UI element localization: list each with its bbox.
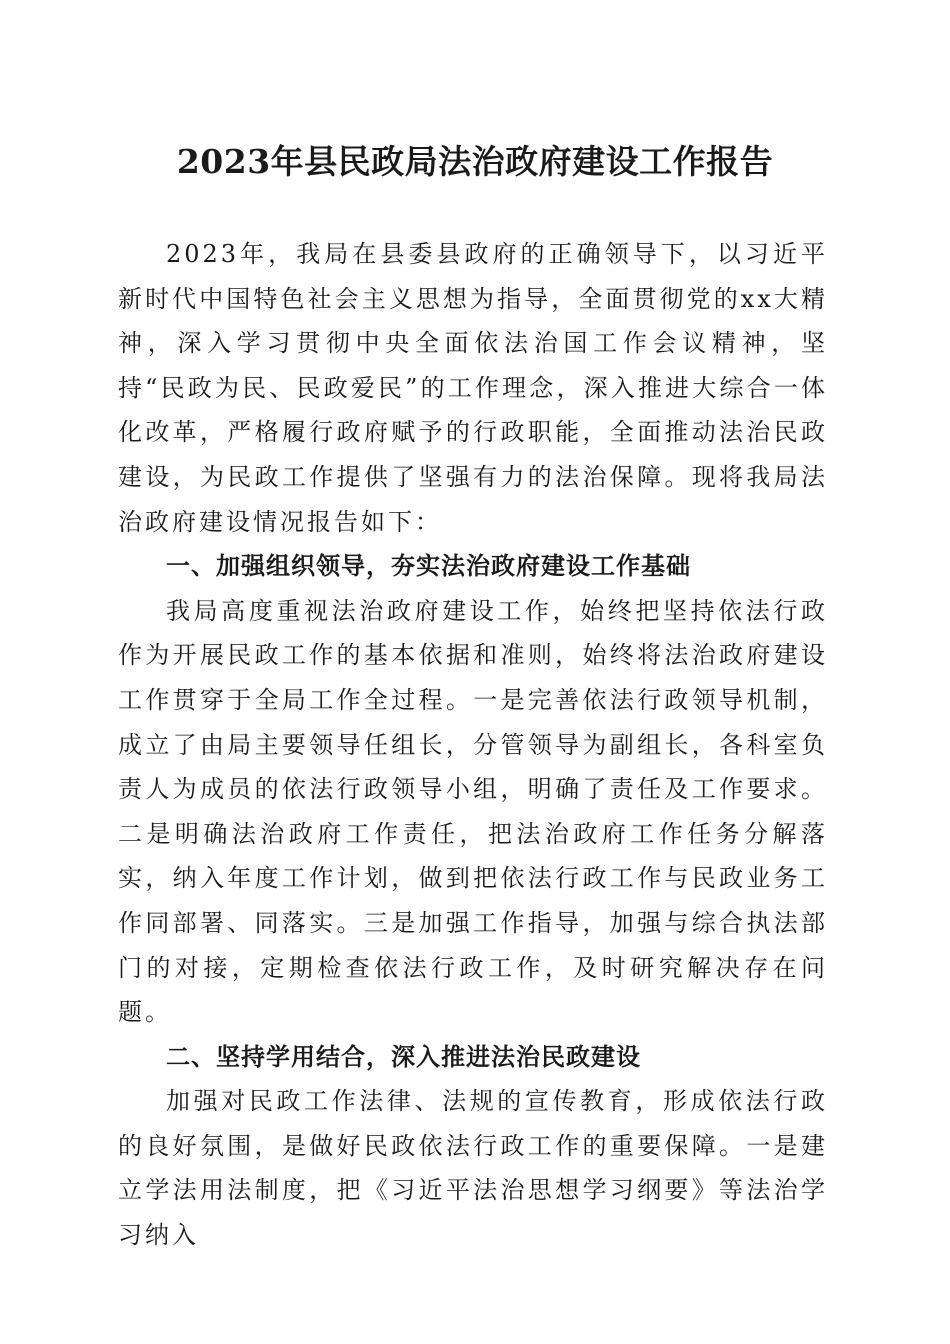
- document-body: [118, 232, 828, 1258]
- section-paragraph-2: 加强对民政工作法律、法规的宣传教育，形成依法行政的良好氛围，是做好民政依法行政工作的重要保障。一是建立学法用法制度，把《习近平法治思想学习纲要》等法治学习纳入: [118, 1087, 828, 1250]
- section-paragraph-1: 我局高度重视法治政府建设工作，始终把坚持依法行政作为开展民政工作的基本依据和准则，始终将法治政府建设工作贯穿于全局工作全过程。一是完善依法行政领导机制，成立了由局主要领导任组长，分管领导为副组长，各科室负责人为成员的依法行政领导小组，明确了责任及工作要求。二是明确法治政府工作责任，把法治政府工作任务分解落实，纳入年度工作计划，做到把依法行政工作与民政业务工作同部署、同落实。三是加强工作指导，加强与综合执法部门的对接，定期检查依法行政工作，及时研究解决存在问题。: [118, 596, 828, 1027]
- section-heading-2: 二、坚持学用结合，深入推进法治民政建设: [166, 1042, 641, 1071]
- document-title: 2023年县民政局法治政府建设工作报告: [176, 142, 774, 181]
- section-heading-1: 一、加强组织领导，夯实法治政府建设工作基础: [166, 552, 691, 581]
- intro-paragraph: 2023年，我局在县委县政府的正确领导下，以习近平新时代中国特色社会主义思想为指导，全面贯彻党的xx大精神，深入学习贯彻中央全面依法治国工作会议精神，坚持“民政为民、民政爱民”的工作理念，深入推进大综合一体化改革，严格履行政府赋予的行政职能，全面推动法治民政建设，为民政工作提供了坚强有力的法治保障。现将我局法治政府建设情况报告如下：: [118, 240, 828, 536]
